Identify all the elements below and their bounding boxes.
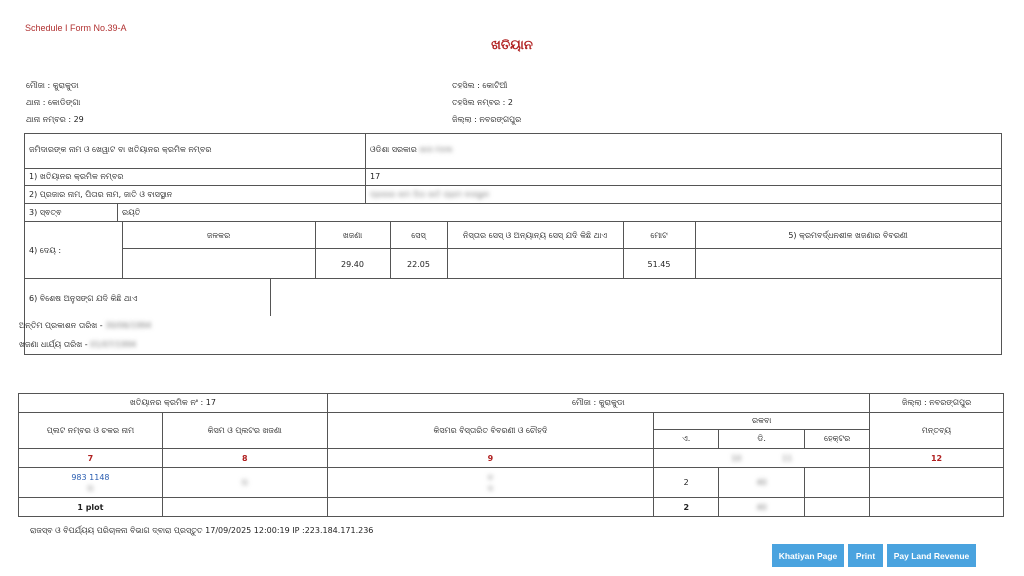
header-acre: ଏ. <box>654 430 719 449</box>
plot-details-table <box>18 393 1004 517</box>
khatiyan-serial-value: 17 <box>370 172 381 181</box>
print-button[interactable]: Print <box>848 544 883 567</box>
remarks-cell <box>870 468 1004 498</box>
total-decimal-cell: 40 <box>719 498 805 517</box>
ses-value: 22.05 <box>407 260 430 269</box>
col-khajana: ଖଜଣା <box>342 231 363 240</box>
meta-district: ଜିଲ୍ଲା : ନବରଙ୍ଗପୁର <box>452 115 522 124</box>
tenant-value: ପ୍ରଜାର ନାମ ପିତା ଜାତି ଗ୍ରାମ ବାସସ୍ଥାନ <box>370 190 490 199</box>
table-row <box>19 498 1004 517</box>
meta-thana-no: ଥାନା ନମ୍ବର : 29 <box>26 115 84 124</box>
header-decimal: ଡି. <box>719 430 805 449</box>
col-number: 9 <box>327 449 654 468</box>
right-label: 3) ସ୍ଵତ୍ଵ <box>29 208 62 217</box>
col-number: 8 <box>162 449 327 468</box>
special-note-label: 6) ବିଶେଷ ଅନୁସଙ୍ଗ ଯଦି କିଛି ଥାଏ <box>29 294 138 303</box>
area-acre-cell: 2 <box>654 468 719 498</box>
khatiyan-page-button[interactable]: Khatiyan Page <box>772 544 844 567</box>
table-row <box>19 394 1004 413</box>
meta-tahasil: ତହସିଲ : କୋଟିଆଁ <box>452 81 508 90</box>
khajana-assessment-date: ଖଜଣା ଧାର୍ଯ୍ୟ ତାରିଖ - 01/07/1994 <box>19 340 137 349</box>
col-number: 7 <box>19 449 163 468</box>
col-other-ses: ନିସ୍ତାର ସେସ୍ ଓ ଅନ୍ୟାନ୍ୟ ସେସ୍ ଯଦି କିଛି ଥାଏ <box>462 231 608 240</box>
col-progressive: 5) କ୍ରମବର୍ଦ୍ଧନଶୀଳ ଖଜଣାର ବିବରଣୀ <box>788 231 908 240</box>
area-decimal-cell: 40 <box>719 468 805 498</box>
meta-mouza: ମୌଜା : କୁରାକୁଡା <box>26 81 79 90</box>
meta-thana: ଥାନା : କୋଡିଙ୍ଗା <box>26 98 81 107</box>
empty-cell <box>162 498 327 517</box>
khatiyan-serial-label: 1) ଖତିୟାନର କ୍ରମିକ ନମ୍ବର <box>29 172 124 181</box>
district-cell: ଜିଲ୍ଲା : ନବରଙ୍ଗପୁର <box>870 394 1004 413</box>
total-value: 51.45 <box>647 260 671 269</box>
landlord-value: ଓଡିଶା ସରକାର ଖାସ ମହଲ <box>370 145 453 154</box>
meta-tahasil-no: ତହସିଲ ନମ୍ବର : 2 <box>452 98 513 107</box>
col-number: 12 <box>870 449 1004 468</box>
payment-label: 4) ଦେୟ : <box>29 246 62 255</box>
plot-cell: 983 1148 ଅ <box>19 468 163 498</box>
empty-cell <box>327 498 654 517</box>
document-title: ଖତିୟାନ <box>491 38 533 53</box>
khajana-value: 29.40 <box>341 260 364 269</box>
mouza-cell: ମୌଜା : କୁରାକୁଡା <box>327 394 869 413</box>
landlord-label: ଜମିଦାରଙ୍କ ନାମ ଓ ଖେୱାଟ ବା ଖତିୟାନର କ୍ରମିକ ନମ୍ବର <box>29 145 212 154</box>
details-cell: ବ ଦ <box>327 468 654 498</box>
khatiyan-no-cell: ଖତିୟାନର କ୍ରମିକ ନଂ : 17 <box>19 394 328 413</box>
header-details: କିସମର ବିସ୍ତାରିତ ବିବରଣୀ ଓ ଚୌହଦି <box>327 413 654 449</box>
tenant-label: 2) ପ୍ରଜାର ନାମ, ପିତାର ନାମ, ଜାତି ଓ ବାସସ୍ଥାନ <box>29 190 173 199</box>
area-hectare-cell <box>805 468 870 498</box>
header-area: ରକବା <box>654 413 870 430</box>
total-acre-cell: 2 <box>654 498 719 517</box>
right-value: ରୟତି <box>122 208 141 217</box>
empty-cell <box>870 498 1004 517</box>
header-kisam: କିସମ ଓ ପ୍ଲଟର ଖଜଣା <box>162 413 327 449</box>
kisam-cell: ଅ <box>162 468 327 498</box>
header-plot: ପ୍ଲଟ ନମ୍ବର ଓ ଚକର ନାମ <box>19 413 163 449</box>
khatiyan-details-table <box>19 133 1002 355</box>
table-row <box>19 413 1004 430</box>
plot-link[interactable]: 983 1148 <box>71 472 110 482</box>
col-water-tax: ଜଳକର <box>206 231 231 240</box>
col-ses: ସେସ୍ <box>411 231 426 240</box>
final-publication-date: ଅନ୍ତିମ ପ୍ରକାଶନ ତାରିଖ - 30/06/1994 <box>19 321 152 330</box>
form-number: Schedule I Form No.39-A <box>25 23 127 33</box>
generated-note: ରାଜସ୍ବ ଓ ବିପର୍ଯ୍ୟୟ ପରିଚାଳନା ବିଭାଗ ଦ୍ବାରା ପ୍ରସ୍ତୁତ 17/09/2025 12:00:19 IP :223.184.171.236 <box>30 526 374 535</box>
total-plots-cell: 1 plot <box>19 498 163 517</box>
table-row <box>19 449 1004 468</box>
col-number: 10 11 <box>654 449 870 468</box>
empty-cell <box>805 498 870 517</box>
pay-land-revenue-button[interactable]: Pay Land Revenue <box>887 544 976 567</box>
col-total: ମୋଟ <box>650 231 668 240</box>
header-remarks: ମନ୍ତବ୍ୟ <box>870 413 1004 449</box>
table-row <box>19 468 1004 498</box>
header-hectare: ହେକ୍ଟର <box>805 430 870 449</box>
